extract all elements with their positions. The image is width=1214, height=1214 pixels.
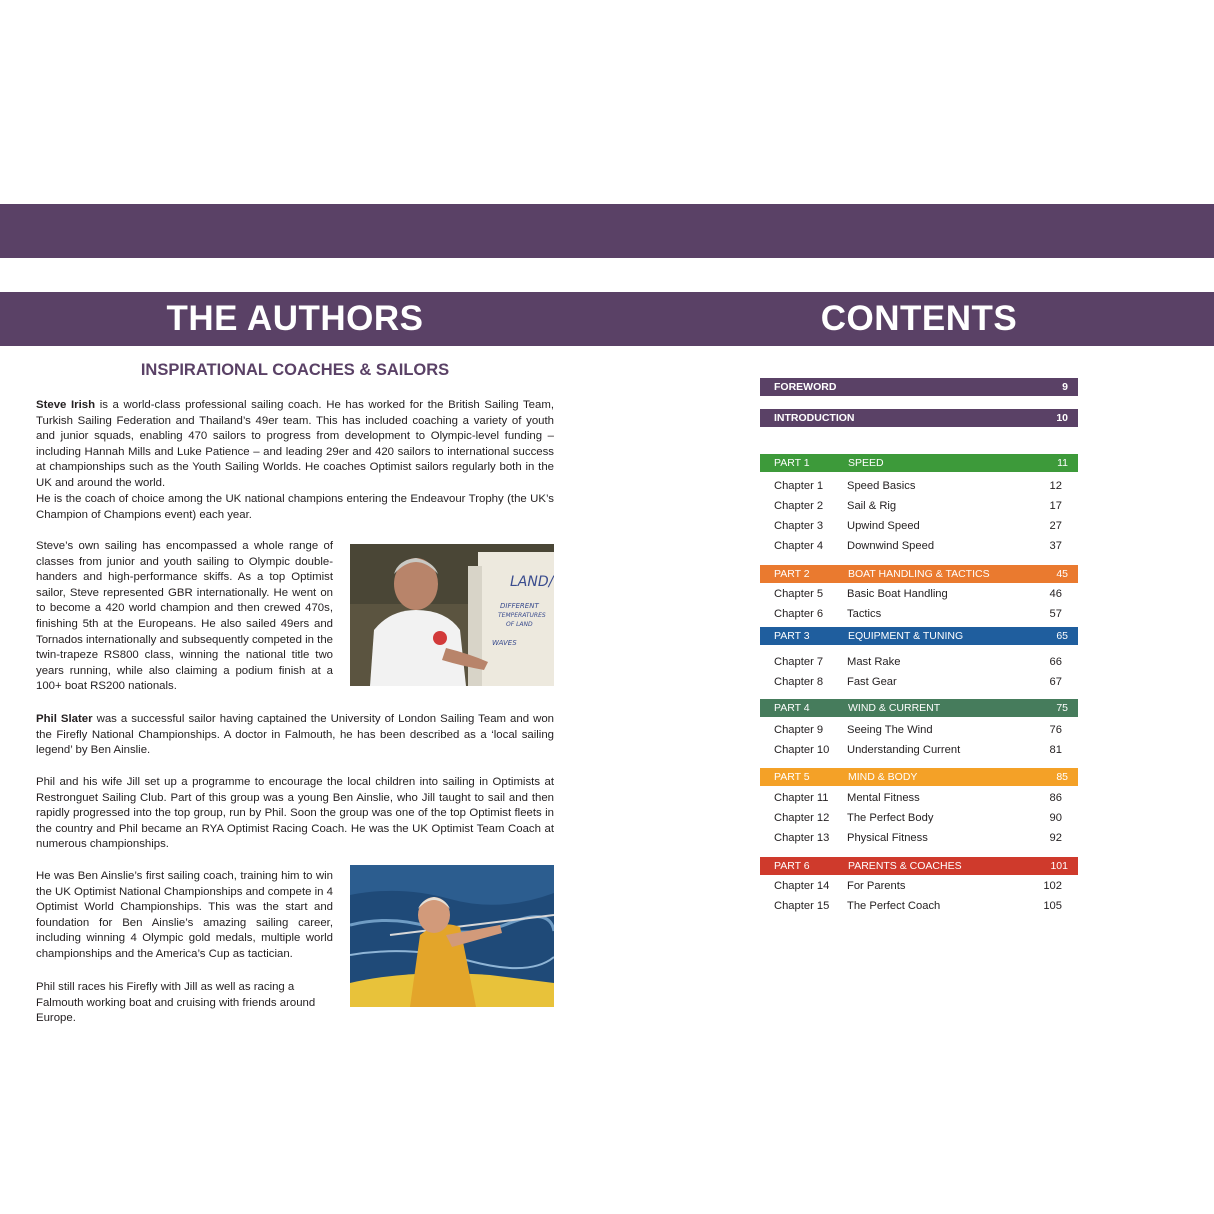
part-page: 65 [1056, 630, 1068, 642]
chapter-title: Mast Rake [847, 656, 901, 668]
chapter-page: 46 [1049, 588, 1062, 600]
programme-paragraph: Phil and his wife Jill set up a programme to encourage the local children into sailing in Optimists at Restronguet Sailing Club. Part of this group was a young Ben Ainslie, who Jill taught to sail and then rapidly progressed into the top group, run by Phil. Soon the group was one of the top Optimist fleets in the country and Phil became an RYA Optimist Racing Coach. He was the UK Optimist Team Coach at numerous championships. [36, 776, 554, 851]
whiteboard-text-temperatures: TEMPERATURES [498, 612, 546, 619]
chapter-page: 37 [1049, 540, 1062, 552]
phil-racing-paragraph: Phil still races his Firefly with Jill as well as racing a Falmouth working boat and cruising with friends around Europe. [36, 981, 316, 1025]
authors-heading: THE AUTHORS [166, 299, 424, 338]
chapter-label: Chapter 3 [774, 520, 824, 532]
whiteboard-text-of-land: OF LAND [506, 621, 533, 628]
chapter-6-entry[interactable] [760, 605, 1078, 623]
part-title: BOAT HANDLING & TACTICS [848, 568, 990, 580]
part-4-header[interactable] [760, 699, 1078, 717]
phil-bio-text: was a successful sailor having captained the University of London Sailing Team and won the Firefly National Championships. A doctor in Falmouth, he has been described as a ‘local sailing legend’ by Ben Ainslie. [36, 713, 554, 757]
chapter-title: Fast Gear [847, 676, 897, 688]
chapter-label: Chapter 7 [774, 656, 824, 668]
chapter-8-entry[interactable] [760, 673, 1078, 691]
chapter-title: Speed Basics [847, 480, 916, 492]
phil-sailing-photo [350, 865, 554, 1007]
part-label: PART 3 [774, 630, 810, 642]
chapter-7-entry[interactable] [760, 653, 1078, 671]
contents-foreword-entry[interactable] [760, 378, 1078, 396]
steve-bio-text: is a world-class professional sailing coach. He has worked for the British Sailing Team, Turkish Sailing Federation and Thailand’s 49er team. This has included coaching a variety of youth and junior squads, enabling 470 sailors to progress from development to Olympic-level funding – including Hannah Mills and Luke Patience – and leading 29er and 420 sailors to international success at championships such as the Youth Sailing Worlds. He coaches Optimist sailors regularly both in the UK and around the world. [36, 399, 554, 489]
chapter-label: Chapter 1 [774, 480, 824, 492]
introduction-label: INTRODUCTION [774, 412, 855, 424]
phil-sailing-image [350, 865, 554, 1007]
contents-heading: CONTENTS [820, 299, 1018, 338]
chapter-12-entry[interactable] [760, 809, 1078, 827]
chapter-title: Seeing The Wind [847, 724, 933, 736]
part-page: 75 [1056, 702, 1068, 714]
phil-bio-paragraph [36, 712, 554, 759]
part-label: PART 5 [774, 771, 810, 783]
chapter-page: 17 [1049, 500, 1062, 512]
chapter-label: Chapter 13 [774, 832, 830, 844]
foreword-page: 9 [1062, 381, 1068, 393]
steve-bio-paragraph [36, 398, 554, 492]
chapter-label: Chapter 11 [774, 792, 829, 804]
steve-whiteboard-photo [350, 544, 554, 686]
chapter-page: 76 [1049, 724, 1062, 736]
chapter-title: Upwind Speed [847, 520, 920, 532]
steve-whiteboard-image [350, 544, 554, 686]
endeavour-paragraph: He is the coach of choice among the UK national champions entering the Endeavour Trophy (the UK’s Champion of Champions event) each year. [36, 493, 554, 521]
part-page: 11 [1057, 457, 1068, 469]
part-5-header[interactable] [760, 768, 1078, 786]
part-label: PART 2 [774, 568, 810, 580]
chapter-5-entry[interactable] [760, 585, 1078, 603]
chapter-label: Chapter 8 [774, 676, 824, 688]
chapter-label: Chapter 14 [774, 880, 830, 892]
part-page: 45 [1056, 568, 1068, 580]
chapter-page: 86 [1049, 792, 1062, 804]
part-title: MIND & BODY [848, 771, 918, 783]
part-title: PARENTS & COACHES [848, 860, 962, 872]
top-decorative-band [0, 204, 1214, 258]
steve-sailing-paragraph: Steve’s own sailing has encompassed a whole range of classes from junior and youth sailing to Olympic double-handers and high-performance skiffs. As a top Optimist sailor, Steve represented GBR internationally. He went on to become a 420 world champion and then crewed 470s, finishing 5th at the Europeans. He also sailed 49ers and Tornados internationally and subsequently competed in the twin-trapeze RS800 class, winning the national title two years running, while also claiming a podium finish at a 100+ boat RS200 nationals. [36, 540, 333, 693]
chapter-page: 102 [1043, 880, 1062, 892]
part-3-header[interactable] [760, 627, 1078, 645]
chapter-title: Sail & Rig [847, 500, 897, 512]
chapter-4-entry[interactable] [760, 537, 1078, 555]
chapter-title: Basic Boat Handling [847, 588, 948, 600]
chapter-page: 27 [1049, 520, 1062, 532]
chapter-14-entry[interactable] [760, 877, 1078, 895]
contents-introduction-entry[interactable] [760, 409, 1078, 427]
chapter-title: Mental Fitness [847, 792, 920, 804]
chapter-label: Chapter 2 [774, 500, 824, 512]
part-title: SPEED [848, 457, 884, 469]
part-title: WIND & CURRENT [848, 702, 941, 714]
chapter-title: The Perfect Body [847, 812, 934, 824]
introduction-page: 10 [1056, 412, 1068, 424]
part-2-header[interactable] [760, 565, 1078, 583]
chapter-13-entry[interactable] [760, 829, 1078, 847]
chapter-title: Tactics [847, 608, 882, 620]
phil-name: Phil Slater [36, 713, 93, 725]
chapter-label: Chapter 4 [774, 540, 824, 552]
part-1-header[interactable] [760, 454, 1078, 472]
chapter-label: Chapter 5 [774, 588, 824, 600]
chapter-3-entry[interactable] [760, 517, 1078, 535]
part-label: PART 4 [774, 702, 810, 714]
steve-name: Steve Irish [36, 399, 96, 411]
part-label: PART 6 [774, 860, 810, 872]
chapter-page: 66 [1049, 656, 1062, 668]
part-6-header[interactable] [760, 857, 1078, 875]
part-page: 85 [1056, 771, 1068, 783]
foreword-label: FOREWORD [774, 381, 837, 393]
chapter-page: 92 [1049, 832, 1062, 844]
chapter-2-entry[interactable] [760, 497, 1078, 515]
part-page: 101 [1050, 860, 1068, 872]
chapter-page: 12 [1049, 480, 1062, 492]
chapter-page: 57 [1049, 608, 1062, 620]
chapter-title: Understanding Current [847, 744, 961, 756]
chapter-label: Chapter 6 [774, 608, 824, 620]
whiteboard-text-waves: WAVES [492, 639, 517, 647]
chapter-label: Chapter 10 [774, 744, 830, 756]
part-label: PART 1 [774, 457, 810, 469]
chapter-title: Downwind Speed [847, 540, 935, 552]
chapter-page: 67 [1049, 676, 1062, 688]
chapter-15-entry[interactable] [760, 897, 1078, 915]
chapter-title: Physical Fitness [847, 832, 928, 844]
chapter-page: 81 [1049, 744, 1062, 756]
chapter-title: The Perfect Coach [847, 900, 941, 912]
whiteboard-text-land: LAND/ [510, 574, 554, 590]
chapter-page: 105 [1043, 900, 1062, 912]
chapter-label: Chapter 12 [774, 812, 830, 824]
chapter-page: 90 [1049, 812, 1062, 824]
chapter-10-entry[interactable] [760, 741, 1078, 759]
chapter-title: For Parents [847, 880, 906, 892]
part-title: EQUIPMENT & TUNING [848, 630, 964, 642]
chapter-label: Chapter 9 [774, 724, 824, 736]
whiteboard-text-different: DIFFERENT [500, 602, 539, 610]
chapter-label: Chapter 15 [774, 900, 830, 912]
ainslie-coach-paragraph: He was Ben Ainslie’s first sailing coach, training him to win the UK Optimist National Championships and compete in 4 Optimist World Championships. This was the start and foundation for Ben Ainslie’s amazing sailing career, including winning 4 Olympic gold medals, multiple world championships and the America’s Cup as tactician. [36, 870, 333, 960]
authors-subheading: INSPIRATIONAL COACHES & SAILORS [140, 361, 450, 379]
chapter-1-entry[interactable] [760, 477, 1078, 495]
chapter-9-entry[interactable] [760, 721, 1078, 739]
chapter-11-entry[interactable] [760, 789, 1078, 807]
